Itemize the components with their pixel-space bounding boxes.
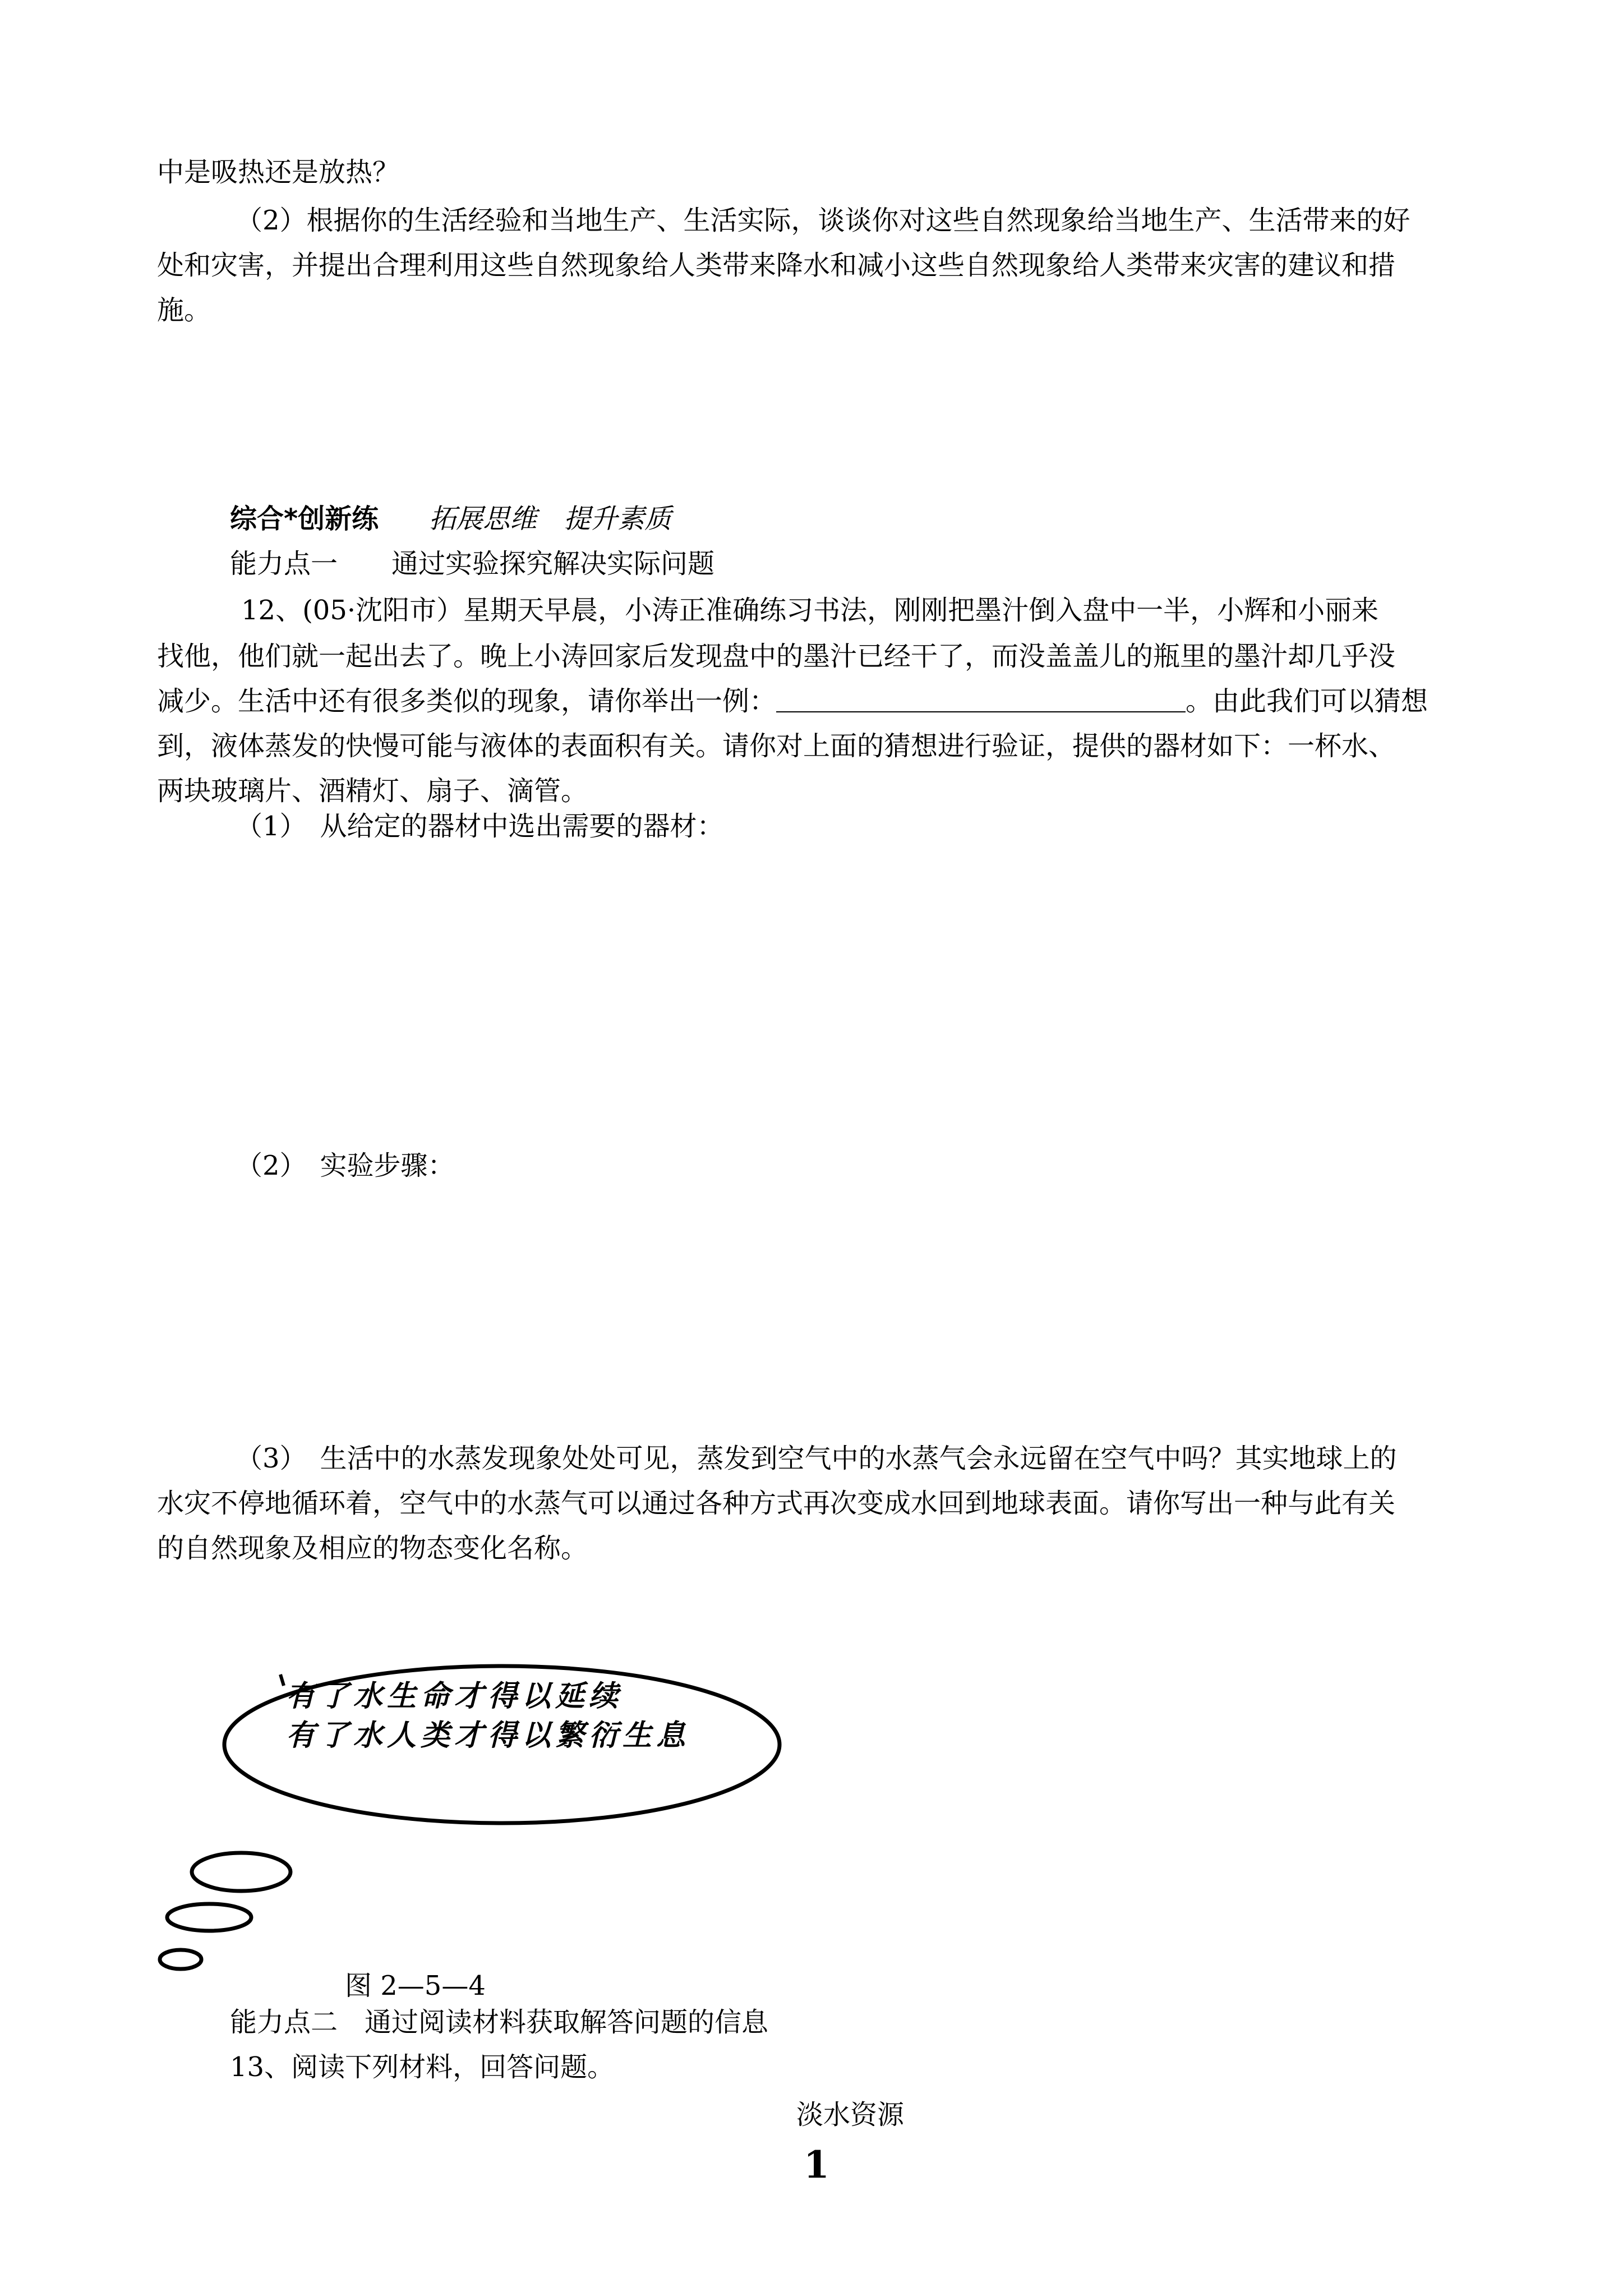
figure-caption: 图 2—5—4 bbox=[345, 1970, 486, 2001]
subquestion-1: （1） 从给定的器材中选出需要的器材： bbox=[236, 811, 724, 842]
text-line: 处和灾害，并提出合理利用这些自然现象给人类带来降水和减小这些自然现象给人类带来灾害的建议和措 bbox=[157, 250, 1396, 281]
text-line: 施。 bbox=[157, 295, 211, 326]
question-13: 13、阅读下列材料，回答问题。 bbox=[230, 2051, 615, 2083]
subquestion-3: （3） 生活中的水蒸发现象处处可见，蒸发到空气中的水蒸气会永远留在空气中吗？其实地球上的 bbox=[236, 1443, 1397, 1474]
page-number: 1 bbox=[804, 2143, 829, 2187]
bubble-text-mark bbox=[280, 1674, 284, 1686]
thought-bubble-small-2 bbox=[167, 1904, 251, 1931]
text-line-part: 减少。生活中还有很多类似的现象，请你举出一例： bbox=[157, 685, 777, 717]
text-line: 两块玻璃片、酒精灯、扇子、滴管。 bbox=[157, 775, 588, 807]
material-title: 淡水资源 bbox=[796, 2099, 905, 2131]
ability-point-2: 能力点二 通过阅读材料获取解答问题的信息 bbox=[230, 2007, 769, 2038]
text-line: 的自然现象及相应的物态变化名称。 bbox=[157, 1533, 588, 1564]
text-line: 中是吸热还是放热？ bbox=[157, 157, 400, 188]
bubble-text-line: 有了水生命才得以延续 bbox=[286, 1680, 623, 1713]
text-line: 到，液体蒸发的快慢可能与液体的表面积有关。请你对上面的猜想进行验证，提供的器材如下：一杯水、 bbox=[157, 730, 1396, 762]
text-line-part: 。由此我们可以猜想 bbox=[1186, 685, 1428, 717]
ability-point-1: 能力点一 通过实验探究解决实际问题 bbox=[230, 548, 715, 579]
text-line: 12、(05·沈阳市）星期天早晨，小涛正准确练习书法，刚刚把墨汁倒入盘中一半，小辉和小丽来 bbox=[241, 595, 1379, 626]
bubble-text-line: 有了水人类才得以繁衍生息 bbox=[286, 1719, 690, 1752]
text-line bbox=[157, 684, 1428, 718]
text-line: 水灾不停地循环着，空气中的水蒸气可以通过各种方式再次变成水回到地球表面。请你写出一种与此有关 bbox=[157, 1488, 1396, 1519]
text-line: （2）根据你的生活经验和当地生产、生活实际，谈谈你对这些自然现象给当地生产、生活带来的好 bbox=[236, 205, 1410, 236]
thought-bubble-small-1 bbox=[192, 1853, 291, 1891]
section-heading bbox=[230, 502, 671, 536]
answer-blank[interactable] bbox=[776, 685, 1186, 712]
section-title: 综合*创新练 bbox=[230, 503, 379, 535]
thought-bubble-small-3 bbox=[160, 1950, 201, 1969]
section-subtitle: 拓展思维 提升素质 bbox=[429, 503, 672, 535]
text-line: 找他，他们就一起出去了。晚上小涛回家后发现盘中的墨汁已经干了，而没盖盖儿的瓶里的墨汁却几乎没 bbox=[157, 641, 1396, 672]
subquestion-2: （2） 实验步骤： bbox=[236, 1150, 455, 1181]
